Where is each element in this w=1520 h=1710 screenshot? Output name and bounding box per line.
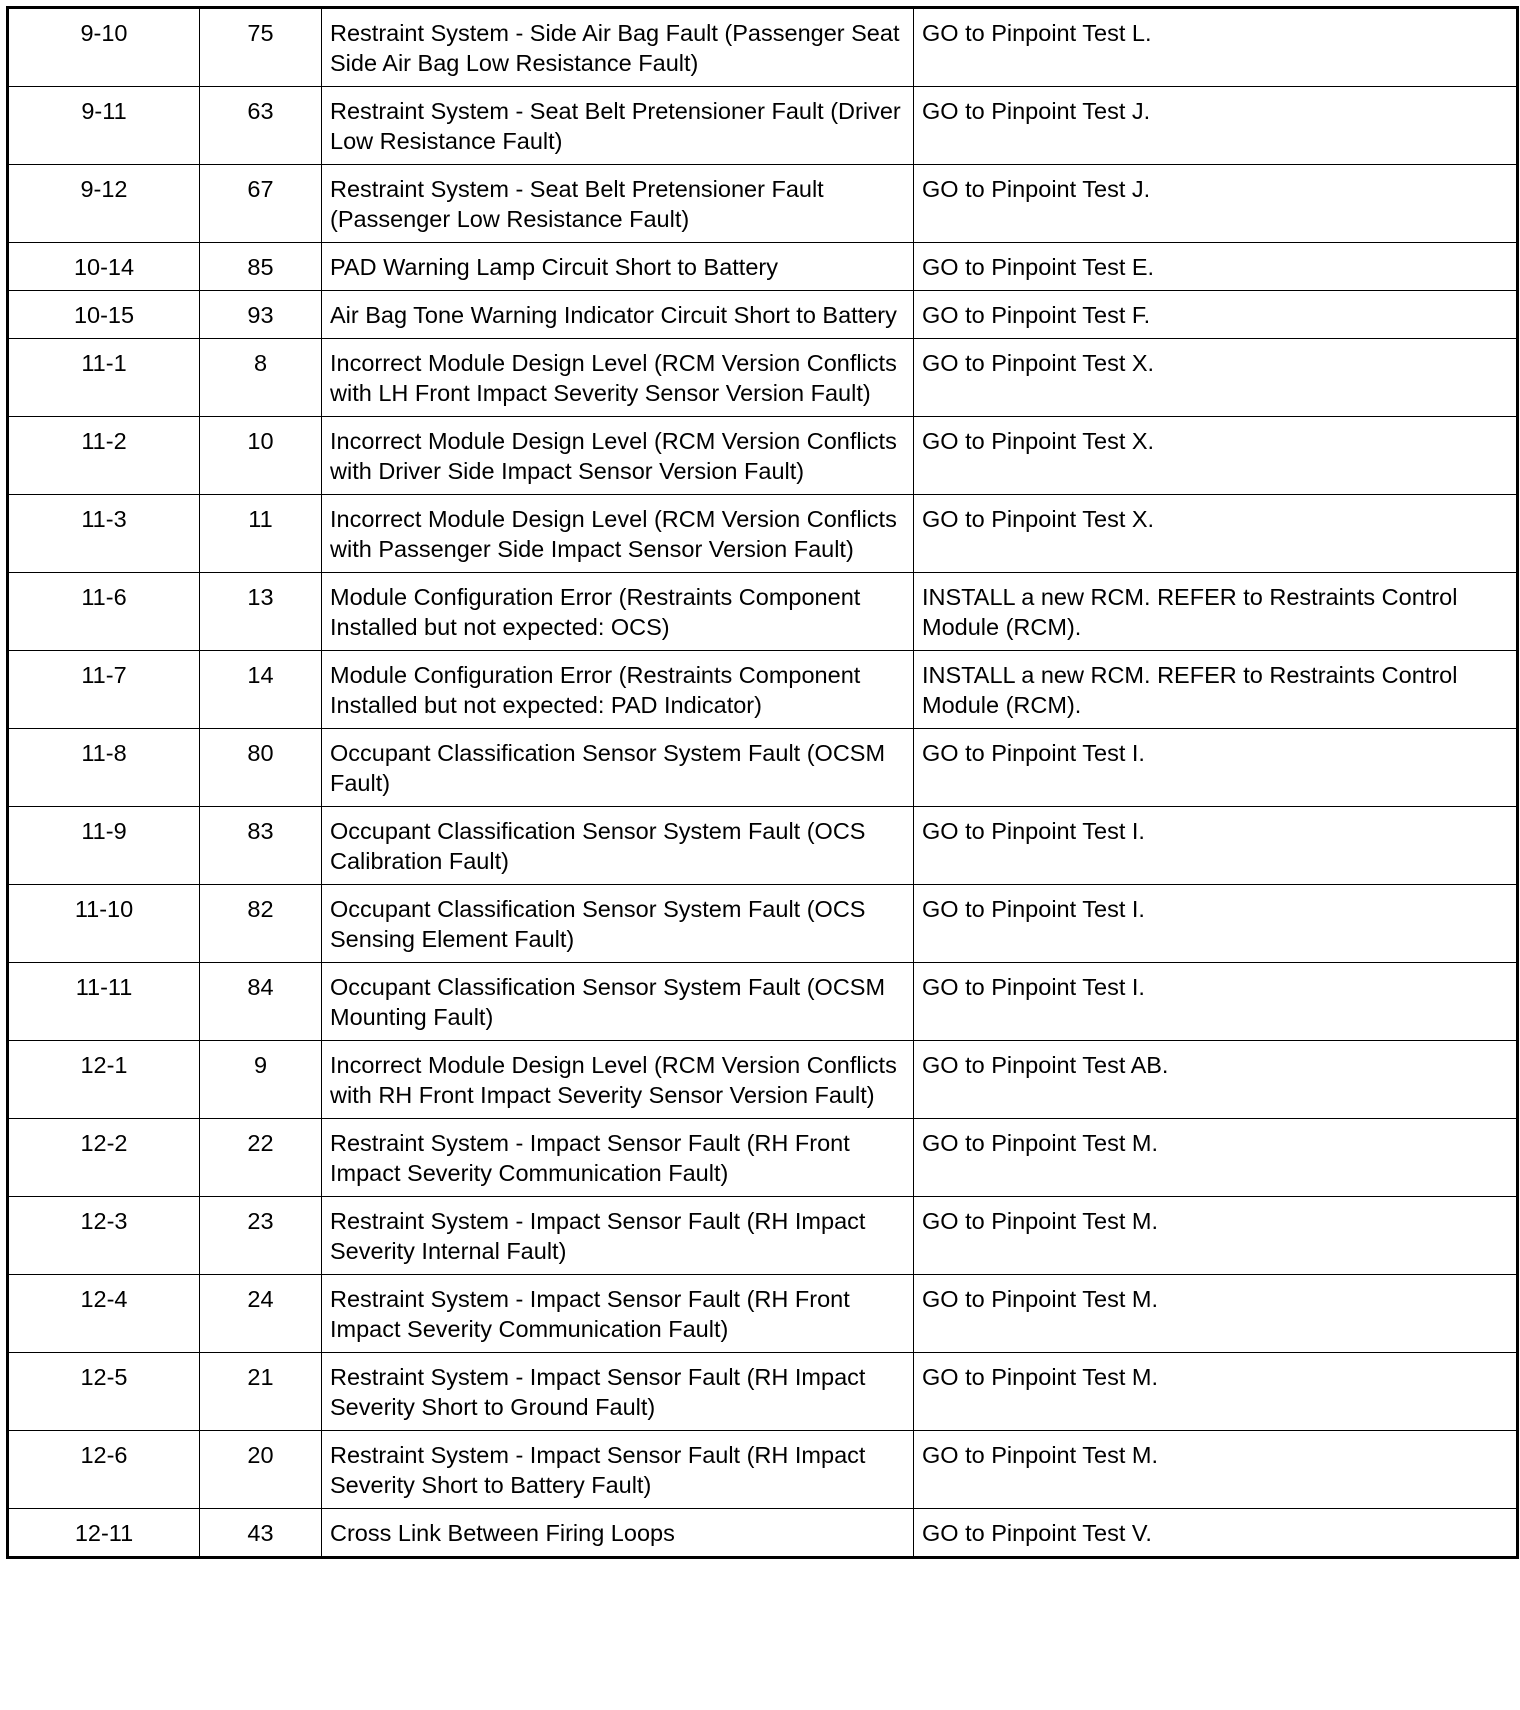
table-row xyxy=(8,8,1518,87)
action-cell: GO to Pinpoint Test M. xyxy=(914,1431,1518,1509)
table-row xyxy=(8,807,1518,885)
dtc-number-cell: 10 xyxy=(200,417,322,495)
flash-code-cell: 11-9 xyxy=(8,807,200,885)
fault-description-cell: Module Configuration Error (Restraints Component Installed but not expected: OCS) xyxy=(322,573,914,651)
flash-code-cell: 12-3 xyxy=(8,1197,200,1275)
action-cell: GO to Pinpoint Test E. xyxy=(914,243,1518,291)
table-row xyxy=(8,339,1518,417)
flash-code-cell: 12-1 xyxy=(8,1041,200,1119)
dtc-number-cell: 67 xyxy=(200,165,322,243)
table-row xyxy=(8,1119,1518,1197)
dtc-number-cell: 85 xyxy=(200,243,322,291)
dtc-number-cell: 63 xyxy=(200,87,322,165)
fault-description-cell: Incorrect Module Design Level (RCM Version Conflicts with Driver Side Impact Sensor Version Fault) xyxy=(322,417,914,495)
dtc-number-cell: 22 xyxy=(200,1119,322,1197)
fault-description-cell: Restraint System - Seat Belt Pretensioner Fault (Driver Low Resistance Fault) xyxy=(322,87,914,165)
action-cell: GO to Pinpoint Test F. xyxy=(914,291,1518,339)
dtc-number-cell: 80 xyxy=(200,729,322,807)
fault-description-cell: Incorrect Module Design Level (RCM Version Conflicts with LH Front Impact Severity Sensor Version Fault) xyxy=(322,339,914,417)
dtc-number-cell: 23 xyxy=(200,1197,322,1275)
flash-code-cell: 9-12 xyxy=(8,165,200,243)
action-cell: GO to Pinpoint Test I. xyxy=(914,885,1518,963)
action-cell: GO to Pinpoint Test M. xyxy=(914,1275,1518,1353)
flash-code-cell: 11-3 xyxy=(8,495,200,573)
table-row xyxy=(8,1197,1518,1275)
fault-description-cell: Air Bag Tone Warning Indicator Circuit Short to Battery xyxy=(322,291,914,339)
flash-code-cell: 11-11 xyxy=(8,963,200,1041)
table-row xyxy=(8,1041,1518,1119)
fault-description-cell: Module Configuration Error (Restraints Component Installed but not expected: PAD Indicator) xyxy=(322,651,914,729)
table-row xyxy=(8,1509,1518,1558)
dtc-number-cell: 13 xyxy=(200,573,322,651)
action-cell: INSTALL a new RCM. REFER to Restraints Control Module (RCM). xyxy=(914,651,1518,729)
fault-description-cell: Occupant Classification Sensor System Fault (OCSM Fault) xyxy=(322,729,914,807)
dtc-number-cell: 43 xyxy=(200,1509,322,1558)
fault-description-cell: Incorrect Module Design Level (RCM Version Conflicts with Passenger Side Impact Sensor Version Fault) xyxy=(322,495,914,573)
table-row xyxy=(8,495,1518,573)
flash-code-cell: 12-6 xyxy=(8,1431,200,1509)
dtc-number-cell: 14 xyxy=(200,651,322,729)
action-cell: GO to Pinpoint Test J. xyxy=(914,165,1518,243)
fault-description-cell: PAD Warning Lamp Circuit Short to Battery xyxy=(322,243,914,291)
flash-code-cell: 11-10 xyxy=(8,885,200,963)
action-cell: GO to Pinpoint Test I. xyxy=(914,807,1518,885)
action-cell: GO to Pinpoint Test I. xyxy=(914,729,1518,807)
table-row xyxy=(8,1353,1518,1431)
flash-code-cell: 12-5 xyxy=(8,1353,200,1431)
flash-code-cell: 11-1 xyxy=(8,339,200,417)
dtc-number-cell: 24 xyxy=(200,1275,322,1353)
flash-code-cell: 10-15 xyxy=(8,291,200,339)
flash-code-cell: 11-7 xyxy=(8,651,200,729)
fault-description-cell: Restraint System - Side Air Bag Fault (Passenger Seat Side Air Bag Low Resistance Fault) xyxy=(322,8,914,87)
flash-code-cell: 9-10 xyxy=(8,8,200,87)
fault-description-cell: Occupant Classification Sensor System Fault (OCSM Mounting Fault) xyxy=(322,963,914,1041)
flash-code-cell: 12-2 xyxy=(8,1119,200,1197)
fault-description-cell: Restraint System - Impact Sensor Fault (RH Impact Severity Short to Ground Fault) xyxy=(322,1353,914,1431)
table-row xyxy=(8,291,1518,339)
fault-description-cell: Occupant Classification Sensor System Fault (OCS Sensing Element Fault) xyxy=(322,885,914,963)
table-row xyxy=(8,165,1518,243)
flash-code-cell: 11-2 xyxy=(8,417,200,495)
table-row xyxy=(8,729,1518,807)
dtc-number-cell: 8 xyxy=(200,339,322,417)
table-row xyxy=(8,243,1518,291)
flash-code-cell: 12-11 xyxy=(8,1509,200,1558)
dtc-table-body xyxy=(8,8,1518,1558)
fault-description-cell: Occupant Classification Sensor System Fault (OCS Calibration Fault) xyxy=(322,807,914,885)
fault-description-cell: Restraint System - Impact Sensor Fault (RH Front Impact Severity Communication Fault) xyxy=(322,1119,914,1197)
dtc-number-cell: 82 xyxy=(200,885,322,963)
flash-code-cell: 10-14 xyxy=(8,243,200,291)
table-row xyxy=(8,1431,1518,1509)
action-cell: INSTALL a new RCM. REFER to Restraints Control Module (RCM). xyxy=(914,573,1518,651)
action-cell: GO to Pinpoint Test M. xyxy=(914,1119,1518,1197)
dtc-number-cell: 75 xyxy=(200,8,322,87)
fault-description-cell: Restraint System - Impact Sensor Fault (RH Impact Severity Internal Fault) xyxy=(322,1197,914,1275)
table-row xyxy=(8,963,1518,1041)
action-cell: GO to Pinpoint Test M. xyxy=(914,1353,1518,1431)
table-row xyxy=(8,417,1518,495)
table-row xyxy=(8,1275,1518,1353)
dtc-number-cell: 11 xyxy=(200,495,322,573)
dtc-number-cell: 83 xyxy=(200,807,322,885)
action-cell: GO to Pinpoint Test X. xyxy=(914,339,1518,417)
dtc-number-cell: 21 xyxy=(200,1353,322,1431)
fault-description-cell: Restraint System - Seat Belt Pretensioner Fault (Passenger Low Resistance Fault) xyxy=(322,165,914,243)
action-cell: GO to Pinpoint Test AB. xyxy=(914,1041,1518,1119)
action-cell: GO to Pinpoint Test J. xyxy=(914,87,1518,165)
table-row xyxy=(8,651,1518,729)
table-row xyxy=(8,573,1518,651)
table-row xyxy=(8,87,1518,165)
dtc-number-cell: 84 xyxy=(200,963,322,1041)
action-cell: GO to Pinpoint Test I. xyxy=(914,963,1518,1041)
action-cell: GO to Pinpoint Test X. xyxy=(914,417,1518,495)
flash-code-cell: 11-6 xyxy=(8,573,200,651)
dtc-number-cell: 93 xyxy=(200,291,322,339)
dtc-number-cell: 20 xyxy=(200,1431,322,1509)
dtc-table xyxy=(6,6,1519,1559)
fault-description-cell: Restraint System - Impact Sensor Fault (RH Impact Severity Short to Battery Fault) xyxy=(322,1431,914,1509)
table-row xyxy=(8,885,1518,963)
fault-description-cell: Cross Link Between Firing Loops xyxy=(322,1509,914,1558)
action-cell: GO to Pinpoint Test L. xyxy=(914,8,1518,87)
action-cell: GO to Pinpoint Test M. xyxy=(914,1197,1518,1275)
flash-code-cell: 12-4 xyxy=(8,1275,200,1353)
action-cell: GO to Pinpoint Test X. xyxy=(914,495,1518,573)
dtc-number-cell: 9 xyxy=(200,1041,322,1119)
flash-code-cell: 9-11 xyxy=(8,87,200,165)
fault-description-cell: Restraint System - Impact Sensor Fault (RH Front Impact Severity Communication Fault) xyxy=(322,1275,914,1353)
flash-code-cell: 11-8 xyxy=(8,729,200,807)
fault-description-cell: Incorrect Module Design Level (RCM Version Conflicts with RH Front Impact Severity Sensor Version Fault) xyxy=(322,1041,914,1119)
action-cell: GO to Pinpoint Test V. xyxy=(914,1509,1518,1558)
